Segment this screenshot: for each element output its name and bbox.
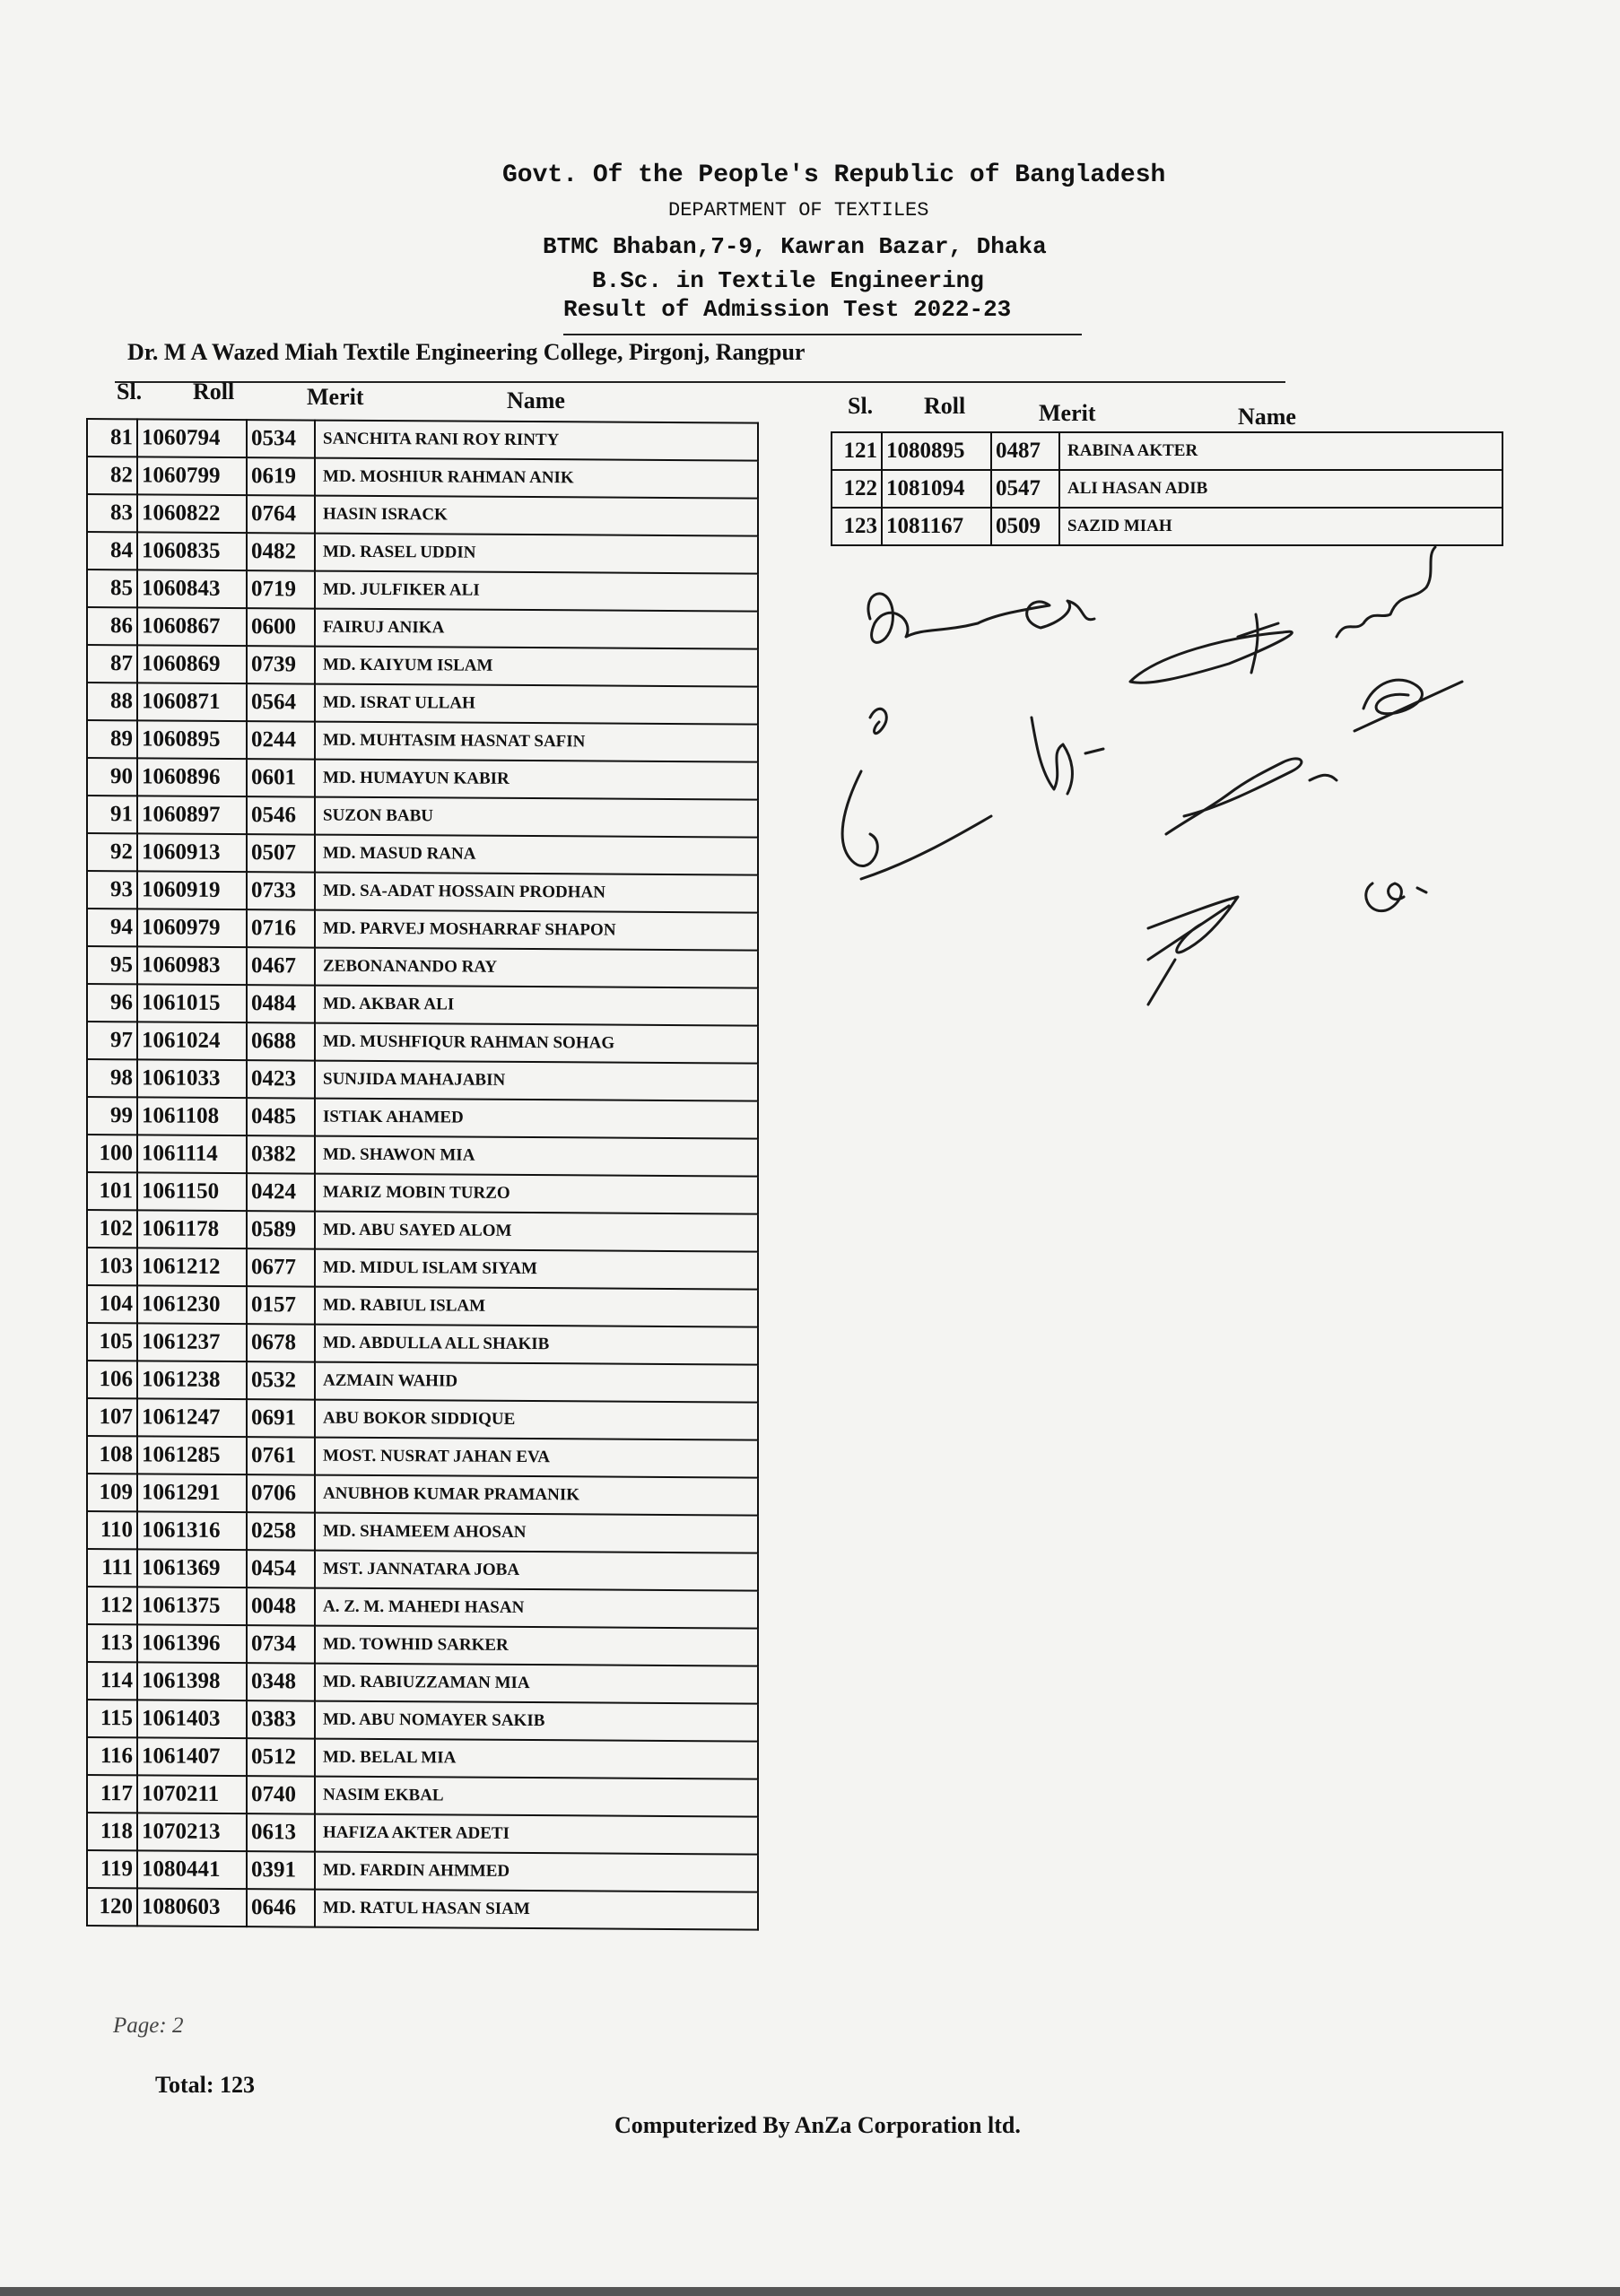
name-cell: ABU BOKOR SIDDIQUE: [315, 1400, 758, 1440]
name-cell: SUNJIDA MAHAJABIN: [315, 1061, 758, 1101]
name-cell: MD. ABDULLA ALL SHAKIB: [315, 1325, 758, 1365]
sl-cell: 123: [832, 508, 882, 545]
sl-cell: 100: [87, 1135, 137, 1172]
sl-cell: 111: [87, 1549, 137, 1587]
roll-cell: 1061369: [137, 1549, 247, 1587]
roll-cell: 1081167: [882, 508, 991, 545]
sl-cell: 110: [87, 1511, 137, 1549]
sl-cell: 95: [87, 946, 137, 984]
name-cell: A. Z. M. MAHEDI HASAN: [315, 1588, 758, 1629]
table-row: [87, 909, 758, 951]
name-cell: ISTIAK AHAMED: [315, 1099, 758, 1139]
table-row: [87, 645, 758, 687]
roll-cell: 1061238: [137, 1361, 247, 1399]
sl-cell: 107: [87, 1398, 137, 1436]
merit-cell: 0467: [247, 947, 315, 985]
college-name: Dr. M A Wazed Miah Textile Engineering College, Pirgonj, Rangpur: [127, 339, 806, 365]
roll-cell: 1061150: [137, 1172, 247, 1211]
merit-cell: 0485: [247, 1098, 315, 1135]
name-cell: NASIM EKBAL: [315, 1777, 758, 1817]
table-row: [87, 457, 758, 499]
roll-cell: 1061396: [137, 1624, 247, 1663]
name-cell: MD. MIDUL ISLAM SIYAM: [315, 1249, 758, 1290]
roll-cell: 1061033: [137, 1059, 247, 1098]
merit-cell: 0706: [247, 1474, 315, 1512]
sl-cell: 106: [87, 1361, 137, 1398]
header-program: B.Sc. in Textile Engineering: [592, 267, 984, 294]
name-cell: SANCHITA RANI ROY RINTY: [315, 421, 758, 461]
merit-cell: 0547: [991, 470, 1059, 508]
table-row: [87, 1361, 758, 1403]
sl-cell: 83: [87, 494, 137, 532]
sl-cell: 114: [87, 1662, 137, 1700]
table-row: [87, 683, 758, 725]
table-row: [87, 1549, 758, 1591]
merit-cell: 0646: [247, 1889, 315, 1926]
table-row: [87, 1285, 758, 1327]
sl-cell: 112: [87, 1587, 137, 1624]
table-row: [87, 1210, 758, 1252]
name-cell: MD. RASEL UDDIN: [315, 534, 758, 574]
roll-cell: 1060867: [137, 607, 247, 646]
merit-cell: 0619: [247, 457, 315, 495]
roll-cell: 1061375: [137, 1587, 247, 1625]
sl-cell: 84: [87, 532, 137, 570]
roll-cell: 1080895: [882, 432, 991, 470]
merit-cell: 0532: [247, 1361, 315, 1399]
merit-cell: 0601: [247, 759, 315, 796]
table-row: [87, 1587, 758, 1629]
table-row: [87, 1059, 758, 1101]
sl-cell: 108: [87, 1436, 137, 1474]
roll-cell: 1061291: [137, 1474, 247, 1512]
signature-7: [1166, 759, 1337, 834]
merit-cell: 0677: [247, 1248, 315, 1286]
left-header-name: Name: [507, 387, 565, 413]
sl-cell: 81: [87, 419, 137, 457]
table-row: [832, 470, 1502, 508]
name-cell: MD. HUMAYUN KABIR: [315, 760, 758, 800]
name-cell: FAIRUJ ANIKA: [315, 609, 758, 649]
name-cell: MD. KAIYUM ISLAM: [315, 647, 758, 687]
merit-cell: 0423: [247, 1060, 315, 1098]
merit-cell: 0678: [247, 1324, 315, 1361]
merit-cell: 0734: [247, 1625, 315, 1663]
right-header-name: Name: [1238, 404, 1296, 430]
signature-1: [868, 594, 1094, 643]
table-row: [87, 1737, 758, 1779]
roll-cell: 1060895: [137, 720, 247, 759]
table-row: [87, 871, 758, 913]
left-header-roll: Roll: [193, 378, 235, 404]
header-underline: [563, 334, 1082, 335]
table-row: [87, 1511, 758, 1553]
roll-cell: 1061316: [137, 1511, 247, 1550]
roll-cell: 1061212: [137, 1248, 247, 1286]
name-cell: MD. SHAMEEM AHOSAN: [315, 1513, 758, 1553]
roll-cell: 1060794: [137, 419, 247, 457]
merit-cell: 0740: [247, 1776, 315, 1813]
page-number: Page: 2: [113, 2013, 184, 2038]
name-cell: MD. MASUD RANA: [315, 835, 758, 875]
right-header-sl: Sl.: [848, 393, 874, 419]
merit-cell: 0509: [991, 508, 1059, 545]
sl-cell: 88: [87, 683, 137, 720]
name-cell: ZEBONANANDO RAY: [315, 948, 758, 988]
name-cell: SUZON BABU: [315, 797, 758, 838]
results-table-right: [831, 431, 1503, 546]
name-cell: HAFIZA AKTER ADETI: [315, 1814, 758, 1855]
name-cell: MD. FARDIN AHMMED: [315, 1852, 758, 1892]
roll-cell: 1061108: [137, 1097, 247, 1135]
table-row: [87, 833, 758, 875]
table-row: [87, 796, 758, 838]
sl-cell: 118: [87, 1813, 137, 1850]
name-cell: MD. RATUL HASAN SIAM: [315, 1890, 758, 1930]
sl-cell: 82: [87, 457, 137, 494]
header-result-title: Result of Admission Test 2022-23: [563, 296, 1012, 323]
name-cell: MARIZ MOBIN TURZO: [315, 1174, 758, 1214]
table-row: [87, 1700, 758, 1742]
roll-cell: 1061114: [137, 1135, 247, 1173]
merit-cell: 0157: [247, 1286, 315, 1324]
table-row: [87, 1436, 758, 1478]
sl-cell: 99: [87, 1097, 137, 1135]
sl-cell: 113: [87, 1624, 137, 1662]
roll-cell: 1081094: [882, 470, 991, 508]
name-cell: MD. SHAWON MIA: [315, 1136, 758, 1177]
roll-cell: 1061403: [137, 1700, 247, 1738]
table-row: [87, 419, 758, 461]
sl-cell: 117: [87, 1775, 137, 1813]
roll-cell: 1061024: [137, 1022, 247, 1060]
sl-cell: 98: [87, 1059, 137, 1097]
roll-cell: 1060799: [137, 457, 247, 495]
table-row: [87, 1662, 758, 1704]
merit-cell: 0391: [247, 1851, 315, 1889]
merit-cell: 0733: [247, 872, 315, 909]
name-cell: ANUBHOB KUMAR PRAMANIK: [315, 1475, 758, 1516]
header-address: BTMC Bhaban,7-9, Kawran Bazar, Dhaka: [543, 233, 1047, 260]
roll-cell: 1060822: [137, 494, 247, 533]
name-cell: MD. ABU SAYED ALOM: [315, 1212, 758, 1252]
sl-cell: 91: [87, 796, 137, 833]
merit-cell: 0382: [247, 1135, 315, 1173]
roll-cell: 1070213: [137, 1813, 247, 1851]
name-cell: MD. SA-ADAT HOSSAIN PRODHAN: [315, 873, 758, 913]
roll-cell: 1061407: [137, 1737, 247, 1776]
sl-cell: 97: [87, 1022, 137, 1059]
sl-cell: 90: [87, 758, 137, 796]
roll-cell: 1060835: [137, 532, 247, 570]
name-cell: MD. ABU NOMAYER SAKIB: [315, 1701, 758, 1742]
table-row: [87, 1474, 758, 1516]
table-row: [87, 570, 758, 612]
roll-cell: 1061247: [137, 1398, 247, 1437]
name-cell: SAZID MIAH: [1059, 508, 1502, 545]
roll-cell: 1060913: [137, 833, 247, 872]
name-cell: RABINA AKTER: [1059, 432, 1502, 470]
sl-cell: 94: [87, 909, 137, 946]
name-cell: MD. AKBAR ALI: [315, 986, 758, 1026]
signature-9: [1366, 883, 1426, 911]
name-cell: MST. JANNATARA JOBA: [315, 1551, 758, 1591]
name-cell: MD. JULFIKER ALI: [315, 571, 758, 612]
merit-cell: 0589: [247, 1211, 315, 1248]
name-cell: MD. RABIUZZAMAN MIA: [315, 1664, 758, 1704]
roll-cell: 1060979: [137, 909, 247, 947]
signatures: [807, 538, 1489, 1022]
sl-cell: 92: [87, 833, 137, 871]
table-row: [87, 1022, 758, 1064]
right-header-roll: Roll: [924, 393, 966, 419]
table-row: [87, 532, 758, 574]
merit-cell: 0482: [247, 533, 315, 570]
merit-cell: 0507: [247, 834, 315, 872]
merit-cell: 0719: [247, 570, 315, 608]
table-row: [87, 1398, 758, 1440]
roll-cell: 1060919: [137, 871, 247, 909]
merit-cell: 0244: [247, 721, 315, 759]
table-row: [87, 1888, 758, 1930]
table-row: [832, 432, 1502, 470]
name-cell: ALI HASAN ADIB: [1059, 470, 1502, 508]
merit-cell: 0534: [247, 420, 315, 457]
merit-cell: 0383: [247, 1700, 315, 1738]
merit-cell: 0691: [247, 1399, 315, 1437]
sl-cell: 101: [87, 1172, 137, 1210]
merit-cell: 0258: [247, 1512, 315, 1550]
table-row: [87, 1248, 758, 1290]
signature-2: [1130, 614, 1292, 683]
table-row: [87, 494, 758, 536]
sl-cell: 116: [87, 1737, 137, 1775]
sl-cell: 103: [87, 1248, 137, 1285]
sl-cell: 115: [87, 1700, 137, 1737]
sl-cell: 89: [87, 720, 137, 758]
table-row: [87, 984, 758, 1026]
table-row: [87, 1097, 758, 1139]
merit-cell: 0048: [247, 1587, 315, 1625]
name-cell: AZMAIN WAHID: [315, 1362, 758, 1403]
results-table-left: [86, 418, 759, 1931]
merit-cell: 0487: [991, 432, 1059, 470]
merit-cell: 0424: [247, 1173, 315, 1211]
header-government: Govt. Of the People's Republic of Bangladesh: [502, 161, 1166, 189]
merit-cell: 0512: [247, 1738, 315, 1776]
merit-cell: 0716: [247, 909, 315, 947]
roll-cell: 1061398: [137, 1662, 247, 1700]
signature-4: [1354, 680, 1462, 731]
sl-cell: 85: [87, 570, 137, 607]
signature-8: [1148, 897, 1238, 1004]
header-department: DEPARTMENT OF TEXTILES: [668, 199, 929, 222]
name-cell: MOST. NUSRAT JAHAN EVA: [315, 1438, 758, 1478]
merit-cell: 0484: [247, 985, 315, 1022]
sl-cell: 86: [87, 607, 137, 645]
name-cell: MD. TOWHID SARKER: [315, 1626, 758, 1666]
sl-cell: 109: [87, 1474, 137, 1511]
roll-cell: 1060871: [137, 683, 247, 721]
roll-cell: 1070211: [137, 1775, 247, 1813]
roll-cell: 1060843: [137, 570, 247, 608]
table-row: [87, 1850, 758, 1892]
name-cell: HASIN ISRACK: [315, 496, 758, 536]
roll-cell: 1061015: [137, 984, 247, 1022]
bottom-edge: [0, 2287, 1620, 2296]
roll-cell: 1061230: [137, 1285, 247, 1324]
signature-5: [842, 709, 991, 879]
roll-cell: 1060869: [137, 645, 247, 683]
roll-cell: 1060983: [137, 946, 247, 985]
name-cell: MD. BELAL MIA: [315, 1739, 758, 1779]
merit-cell: 0454: [247, 1550, 315, 1587]
roll-cell: 1061285: [137, 1436, 247, 1474]
table-row: [87, 946, 758, 988]
sl-cell: 121: [832, 432, 882, 470]
merit-cell: 0764: [247, 495, 315, 533]
left-header-merit: Merit: [307, 384, 364, 410]
roll-cell: 1061237: [137, 1323, 247, 1361]
merit-cell: 0564: [247, 683, 315, 721]
sl-cell: 87: [87, 645, 137, 683]
sl-cell: 93: [87, 871, 137, 909]
name-cell: MD. ISRAT ULLAH: [315, 684, 758, 725]
table-row: [87, 1813, 758, 1855]
sl-cell: 105: [87, 1323, 137, 1361]
merit-cell: 0613: [247, 1813, 315, 1851]
name-cell: MD. PARVEJ MOSHARRAF SHAPON: [315, 910, 758, 951]
merit-cell: 0739: [247, 646, 315, 683]
table-row: [87, 1135, 758, 1177]
roll-cell: 1080603: [137, 1888, 247, 1926]
name-cell: MD. RABIUL ISLAM: [315, 1287, 758, 1327]
left-header-sl: Sl.: [117, 378, 143, 404]
merit-cell: 0546: [247, 796, 315, 834]
table-row: [87, 758, 758, 800]
merit-cell: 0348: [247, 1663, 315, 1700]
merit-cell: 0600: [247, 608, 315, 646]
signature-3: [1337, 547, 1435, 637]
name-cell: MD. MUHTASIM HASNAT SAFIN: [315, 722, 758, 762]
sl-cell: 104: [87, 1285, 137, 1323]
name-cell: MD. MUSHFIQUR RAHMAN SOHAG: [315, 1023, 758, 1064]
college-underline: [115, 381, 1285, 383]
roll-cell: 1060896: [137, 758, 247, 796]
sl-cell: 119: [87, 1850, 137, 1888]
sl-cell: 102: [87, 1210, 137, 1248]
table-row: [87, 1624, 758, 1666]
footer-credit: Computerized By AnZa Corporation ltd.: [614, 2112, 1021, 2138]
table-row: [87, 1172, 758, 1214]
table-row: [87, 1775, 758, 1817]
signature-6: [1032, 718, 1103, 794]
roll-cell: 1061178: [137, 1210, 247, 1248]
sl-cell: 120: [87, 1888, 137, 1926]
roll-cell: 1080441: [137, 1850, 247, 1889]
table-row: [87, 607, 758, 649]
merit-cell: 0688: [247, 1022, 315, 1060]
name-cell: MD. MOSHIUR RAHMAN ANIK: [315, 458, 758, 499]
sl-cell: 96: [87, 984, 137, 1022]
total-count: Total: 123: [155, 2072, 255, 2098]
sl-cell: 122: [832, 470, 882, 508]
table-row: [87, 1323, 758, 1365]
roll-cell: 1060897: [137, 796, 247, 834]
merit-cell: 0761: [247, 1437, 315, 1474]
table-row: [87, 720, 758, 762]
right-header-merit: Merit: [1039, 400, 1096, 426]
